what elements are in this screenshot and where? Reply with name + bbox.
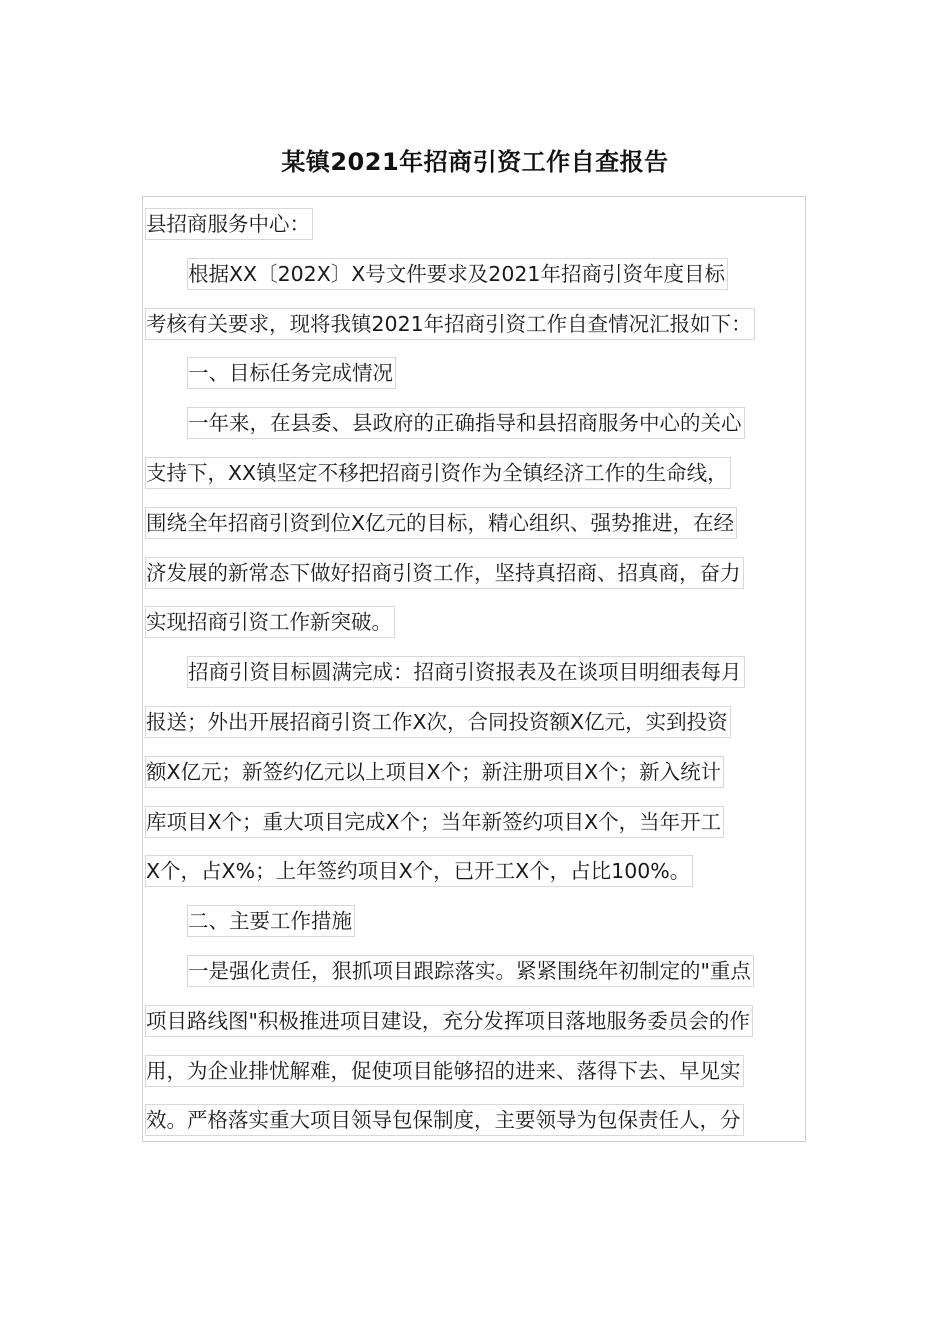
text-line [145,954,754,988]
text-line-content: 项目路线图"积极推进项目建设，充分发挥项目落地服务委员会的作 [145,1005,753,1037]
text-line-content: 额X亿元；新签约亿元以上项目X个；新注册项目X个；新入统计 [145,756,724,788]
text-line-content: 一年来，在县委、县政府的正确指导和县招商服务中心的关心 [187,407,745,439]
text-line-content: 围绕全年招商引资到位X亿元的目标，精心组织、强势推进，在经 [145,507,737,539]
text-line [145,1004,753,1038]
text-line [145,307,755,341]
text-line-content: 一、目标任务完成情况 [187,357,396,389]
text-line [145,556,744,590]
text-line [145,1103,744,1137]
text-line [145,605,395,639]
text-line-content: 考核有关要求，现将我镇2021年招商引资工作自查情况汇报如下： [145,308,755,340]
text-line-content: 一是强化责任，狠抓项目跟踪落实。紧紧围绕年初制定的"重点 [187,955,754,987]
text-line-content: 根据XX〔202X〕X号文件要求及2021年招商引资年度目标 [187,258,728,290]
text-line [145,854,693,888]
text-line-content: 支持下，XX镇坚定不移把招商引资作为全镇经济工作的生命线， [145,457,731,489]
text-line [145,805,724,839]
text-line [145,1054,744,1088]
text-line-content: 县招商服务中心： [145,208,313,240]
text-line-content: X个，占X%；上年签约项目X个，已开工X个，占比100%。 [145,855,693,887]
text-line [145,705,731,739]
text-line-content: 效。严格落实重大项目领导包保制度，主要领导为包保责任人，分 [145,1104,744,1136]
text-line-content: 报送；外出开展招商引资工作X次，合同投资额X亿元，实到投资 [145,706,731,738]
text-line-content: 二、主要工作措施 [187,905,355,937]
text-line [145,456,731,490]
document-title: 某镇2021年招商引资工作自查报告 [281,148,669,176]
text-line [145,655,745,689]
text-line [145,506,737,540]
text-line [145,904,355,938]
text-line-content: 用，为企业排忧解难，促使项目能够招的进来、落得下去、早见实 [145,1055,744,1087]
text-line [145,207,313,241]
text-line-content: 济发展的新常态下做好招商引资工作，坚持真招商、招真商，奋力 [145,557,744,589]
text-line-content: 实现招商引资工作新突破。 [145,606,395,638]
text-line [145,406,745,440]
text-line-content: 招商引资目标圆满完成：招商引资报表及在谈项目明细表每月 [187,656,745,688]
text-line [145,755,724,789]
text-line [145,257,728,291]
text-line-content: 库项目X个；重大项目完成X个；当年新签约项目X个，当年开工 [145,806,724,838]
text-line [145,356,396,390]
